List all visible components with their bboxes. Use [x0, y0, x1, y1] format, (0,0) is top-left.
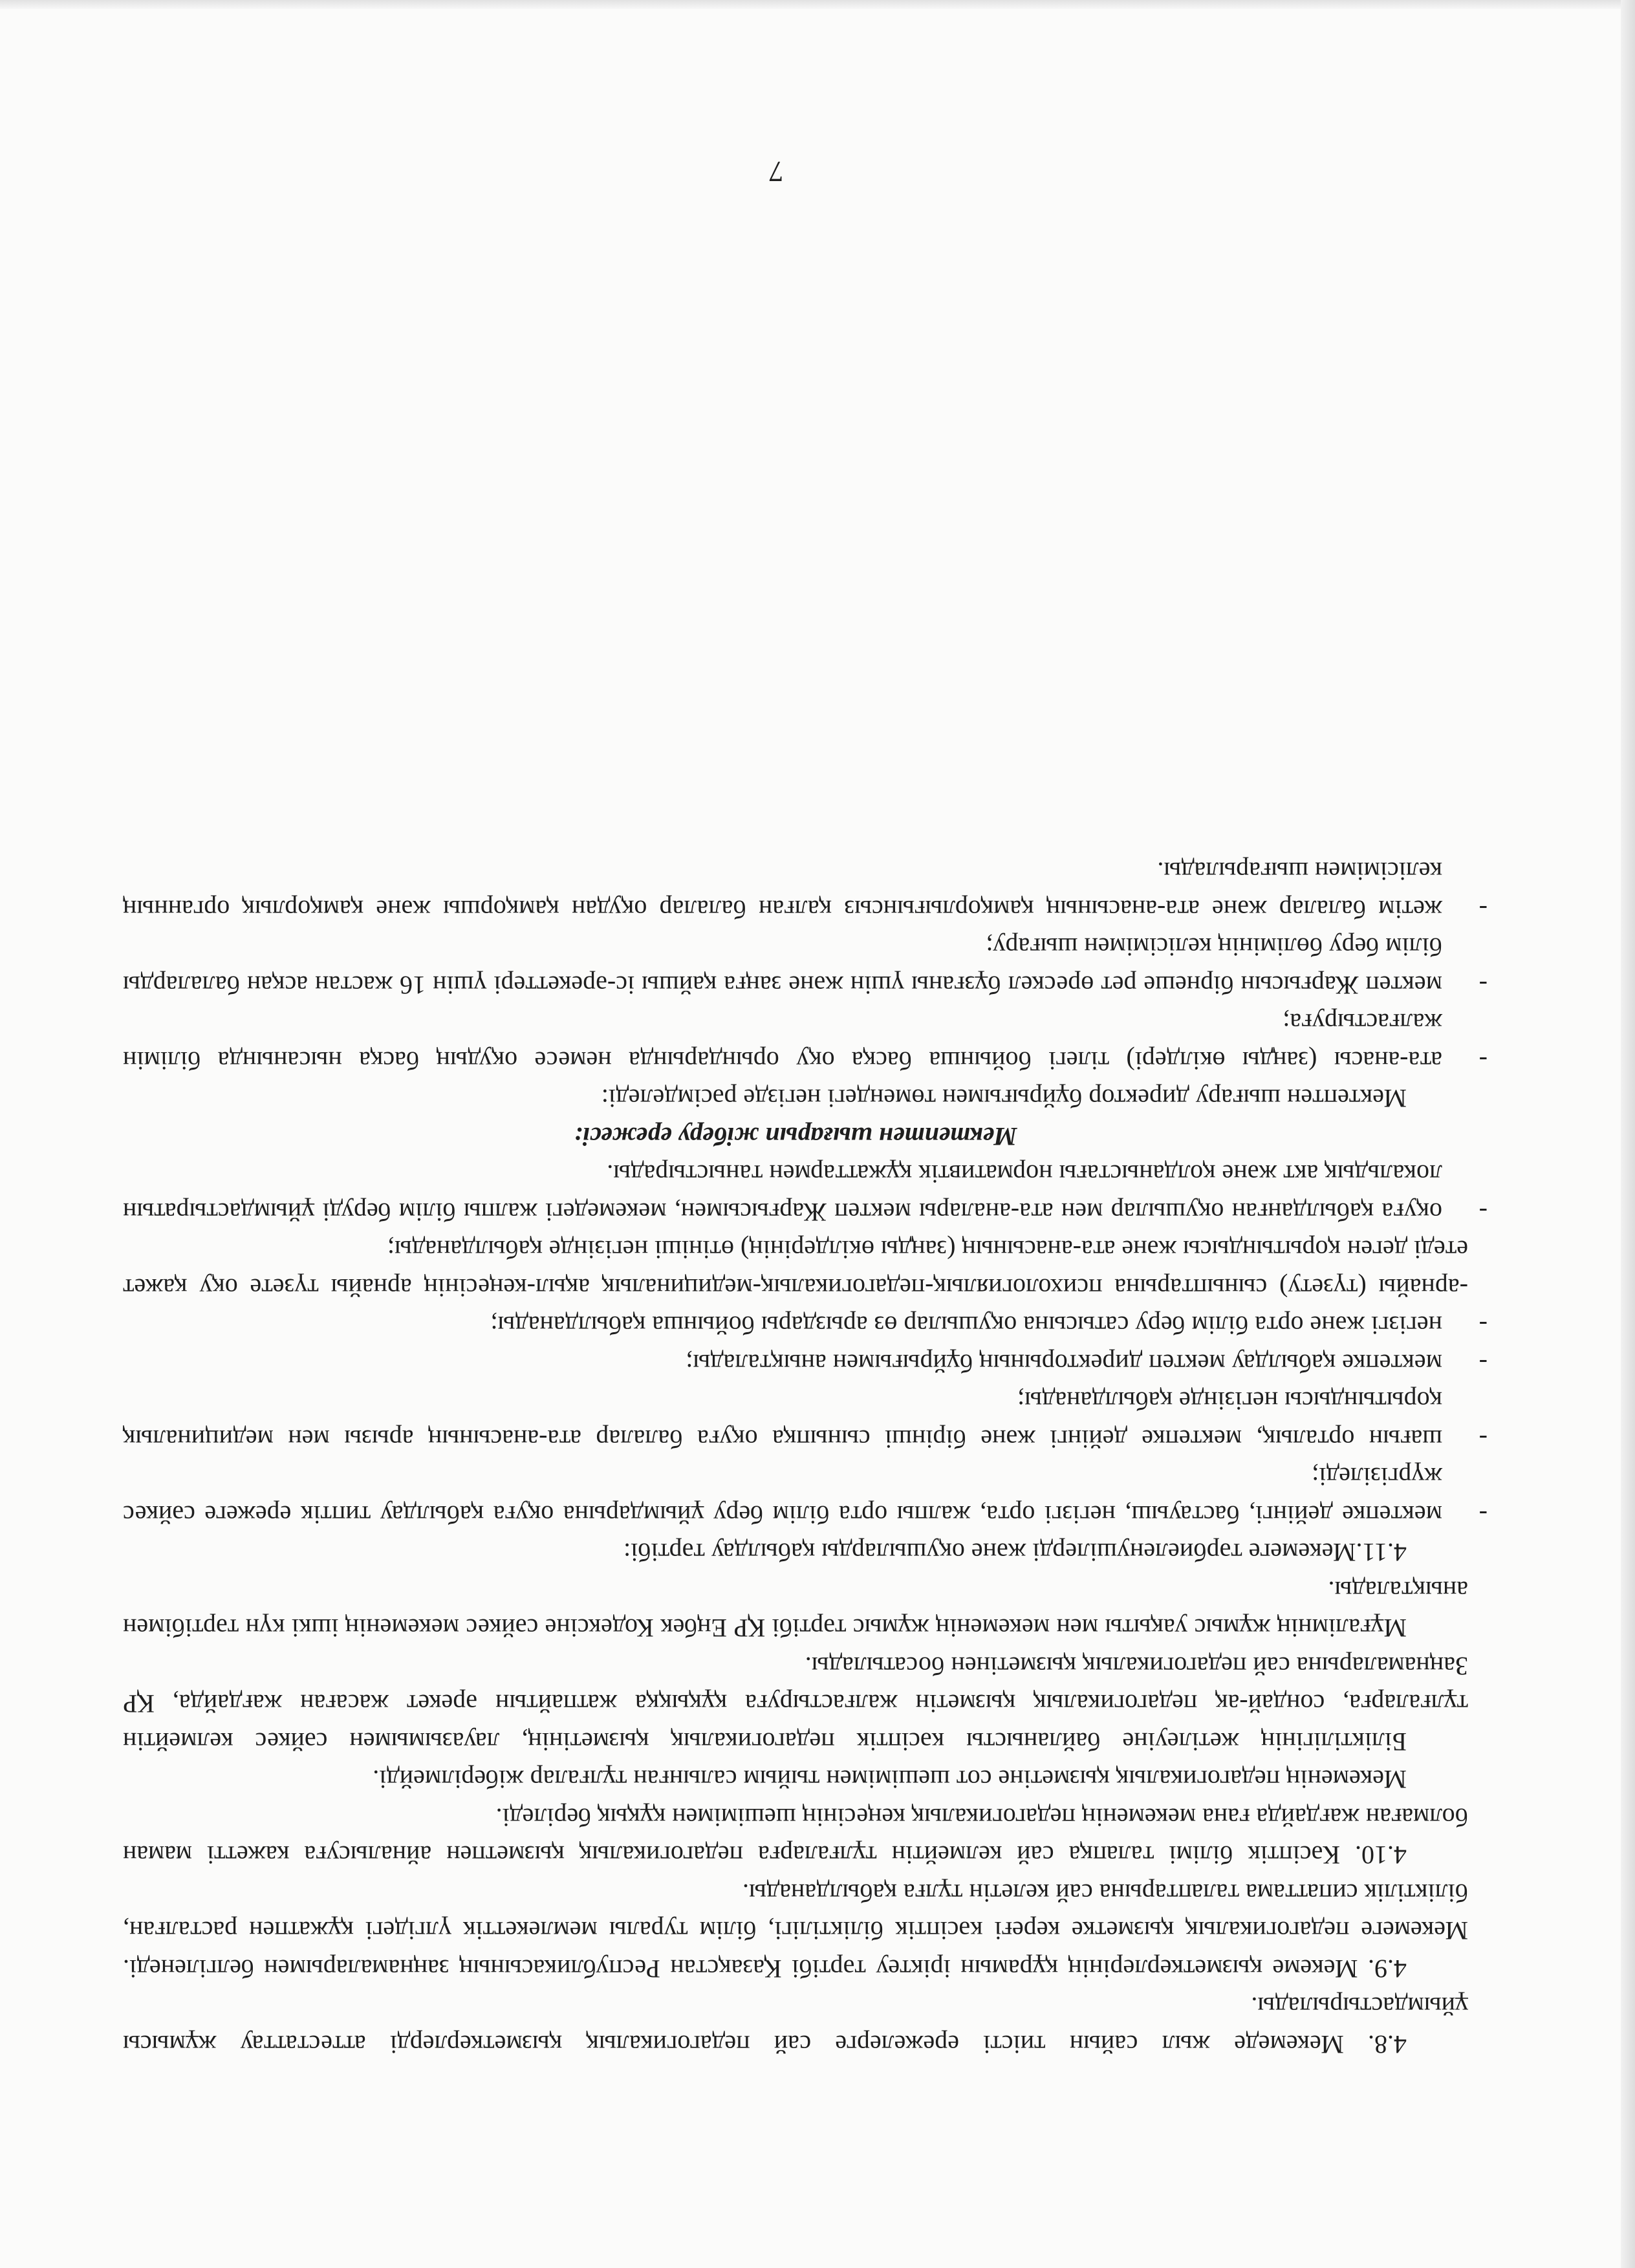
list-item-director-order: - мектепке қабылдау мектеп директорының бұйрығымен анықталады;	[123, 1345, 1468, 1383]
page-number: 7	[768, 155, 784, 188]
list-item-secondary-level: - негізгі және орта білім беру сатысына оқушылар өз арыздары бойынша қабылданады;	[123, 1306, 1468, 1345]
paragraph-4-11: 4.11.Мекемеге тәрбиеленушілерді және оқушыларды қабылдау тәртібі:	[623, 1538, 1407, 1568]
list-item-first-grade: - шағын орталық, мектепке дейінгі және бірінші сыныпқа оқуға балалар ата-анасының арызы мен медициналық қорытындысы негізінде қабылданады;	[123, 1382, 1468, 1458]
paragraph-dismissal: Біліктілігінің жетілеуіне байланысты кәсіптік педагогикалық қызметінің, лауазымымен сәйкес келмейтін тұлғаларға, сондай-ақ педагогикалық қызметін жалғастыруға құқыққа жатпайтын әрекет жасаған жағдайда, ҚР Заңнамаларына сай педагогикалық қызметінен босатылады.	[123, 1652, 1468, 1756]
paragraph-4-10: 4.10. Кәсіптік білімі талапқа сай келмейтін тұлғаларға педагогикалық қызметпен айналысуға кажетті маман болмаған жағдайда ғана мекеменің педагогикалық кеңесінің шешімімен құқық беріледі.	[123, 1803, 1468, 1870]
list-item-orphans: - жетім балалар және ата-анасының қамқорлығынсыз қалған балалар оқудан қамқоршы және қамқорлық органның келісімімен шығарылады.	[123, 852, 1468, 928]
list-item-charter-violation: - мектеп Жарғысын бірнеше рет өрескел бұзғаны үшін және заңға қайшы іс-әрекеттері үшін 16 жастан асқан балаларды білім беру бөлімінің келісімімен шығару;	[123, 928, 1468, 1004]
paragraph-expulsion-order: Мектептен шығару директор бұйрығымен төмендегі негізде рәсімделеді:	[601, 1084, 1407, 1114]
list-item-familiarization: - оқуға қабылданған оқушылар мен ата-аналары мектеп Жарғысымен, мекемедегі жалпы білім беруді ұйымдастыратын локальдық акт және қолданыстағы нормативтік құжаттармен таныстырады.	[123, 1155, 1468, 1231]
paragraph-4-8: 4.8. Мекемеде жыл сайын тиісті ережелерге сай педагогикалық қызметкерлерді аттестаттау жұмысы ұйымдастырылады.	[123, 1992, 1468, 2059]
scan-shadow-top	[0, 0, 1635, 9]
paragraph-working-hours: Мұғалімнің жұмыс уақыты мен мекеменің жұмыс тәртібі ҚР Еңбек Кодексіне сәйкес мекеменің ішкі күн тәртібімен анықталады.	[123, 1576, 1468, 1643]
paragraph-4-9: 4.9. Мекеме қызметкерлерінің құрамын іріктеу тәртібі Қазақстан Республикасының заңнамаларымен белгіленеді. Мекемеге педагогикалық қызметке кереғі кәсіптік біліктілігі, білім туралы мемлекеттік үлгідегі құжатпен расталған, біліктілік сипаттама талаптарына сай келетін тұлға қабылданады.	[123, 1879, 1468, 1983]
document-body	[123, 155, 1468, 2063]
section-heading-expulsion: Мектептен шығарып жіберу ережесі:	[574, 1122, 1017, 1151]
list-item-special-classes: -арнайы (түзету) сыныптарына психологиялық-педагогикалық-медициналық ақыл-кеңесінің арнайы түзете оқу қажет етеді деген қорытындысы және ата-анасының (заңды өкілдерінің) өтініші негізінде қабылданады;	[123, 1235, 1468, 1302]
list-item-transfer: - ата-анасы (заңды өкілдері) тілегі бойынша басқа оқу орындарында немесе оқудың басқа нысанында білімін жалғастыруға;	[123, 1004, 1468, 1079]
scan-shadow-right	[1621, 0, 1635, 2268]
list-item-admission-rules: - мектепке дейінгі, бастауыш, негізгі орта, жалпы орта білім беру ұйымдарына оқуға қабылдау типтік ережеге сәйкес жүргізіледі;	[123, 1458, 1468, 1533]
paragraph-court-ban: Мекеменің педагогикалық қызметіне сот шешімімен тыйым салынған тұлғалар жіберілмейді.	[373, 1765, 1407, 1795]
